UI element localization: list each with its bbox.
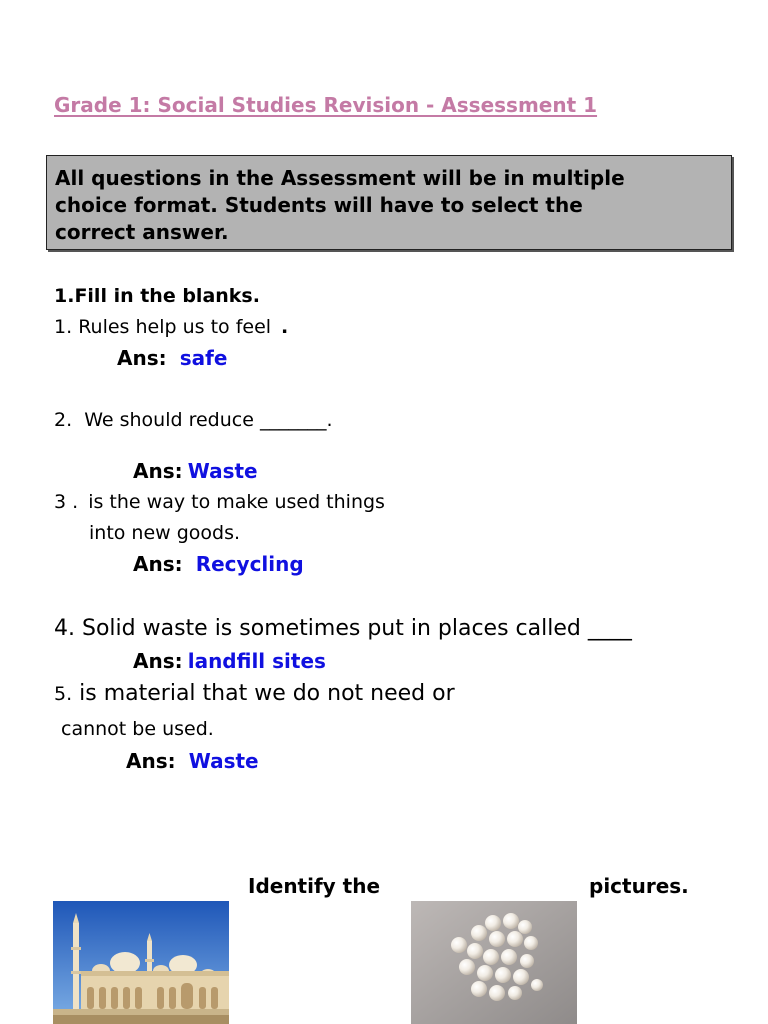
answer-label: Ans: [117,346,167,370]
identify-text-left: Identify the [248,874,381,898]
question-5 [54,681,455,706]
notice-box [46,155,732,250]
notice-line: All questions in the Assessment will be in multiple [55,166,625,190]
answer-5 [126,749,259,773]
mosque-photo [53,901,229,1024]
question-text: We should reduce _______. [84,409,333,431]
answer-label: Ans: [133,649,183,673]
question-number: 1. [54,316,73,338]
question-3 [54,491,385,513]
answer-2 [133,459,258,483]
question-number: 5. [54,683,73,705]
question-number: 4. [54,616,75,641]
question-1 [54,316,288,338]
question-2 [54,409,332,431]
answer-label: Ans: [133,459,183,483]
answer-value: Recycling [195,552,304,576]
question-text: is material that we do not need or [79,681,455,706]
question-text: is the way to make used things [88,491,385,513]
answer-3 [133,552,304,576]
question-trail: . [281,316,289,338]
section-heading: 1.Fill in the blanks. [54,285,260,307]
question-number: 3 . [54,491,79,513]
question-text: Solid waste is sometimes put in places called ____ [82,616,632,641]
answer-4 [133,649,326,673]
answer-value: safe [179,346,228,370]
question-text: Rules help us to feel [78,316,272,338]
page-title: Grade 1: Social Studies Revision - Assessment 1 [54,93,598,117]
question-number: 2. [54,409,73,431]
notice-line: correct answer. [55,220,229,244]
answer-value: Waste [188,749,259,773]
notice-line: choice format. Students will have to select the [55,193,583,217]
identify-text-right: pictures. [589,874,689,898]
question-3-line-2: into new goods. [89,522,241,544]
pearls-photo [411,901,577,1024]
answer-label: Ans: [133,552,183,576]
question-4 [54,616,632,641]
answer-value: Waste [187,459,258,483]
answer-label: Ans: [126,749,176,773]
answer-1 [117,346,227,370]
question-5-line-2: cannot be used. [61,718,214,740]
answer-value: landfill sites [187,649,326,673]
